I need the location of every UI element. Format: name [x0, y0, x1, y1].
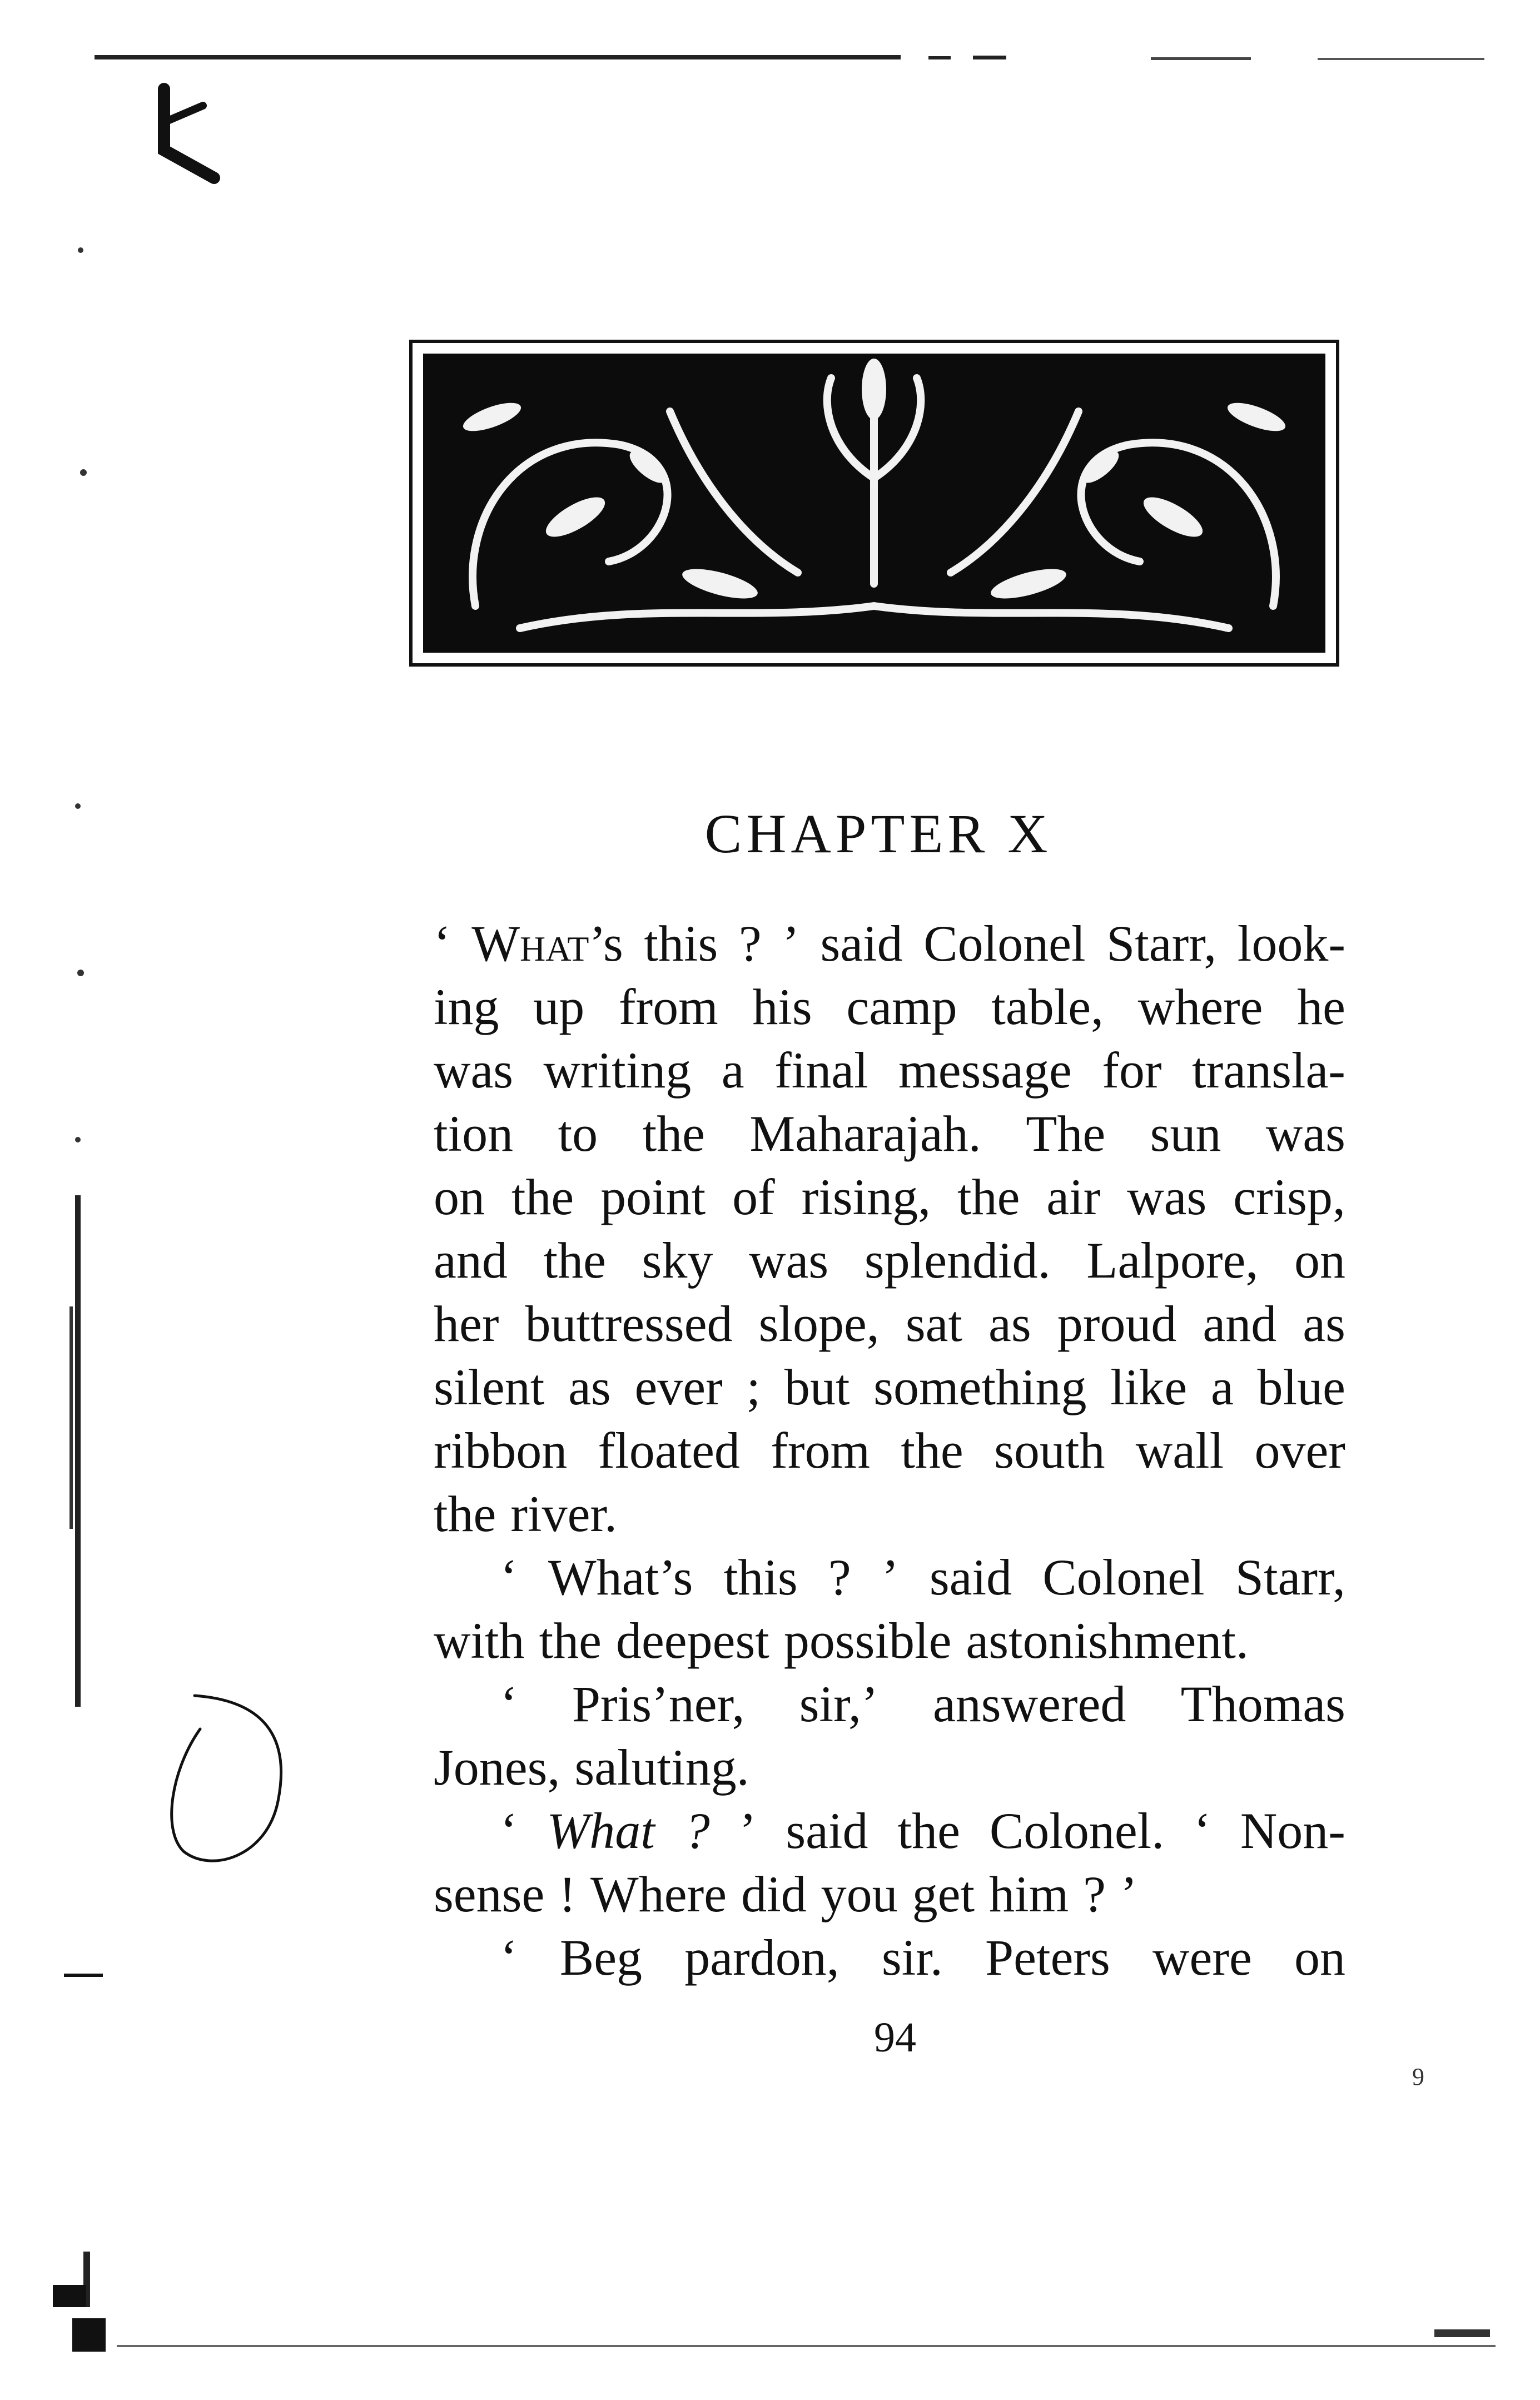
word: as	[568, 1359, 611, 1415]
word: ing	[434, 978, 499, 1035]
scan-edge-bottom	[72, 2296, 1518, 2357]
word: buttressed	[525, 1295, 733, 1352]
text-line	[434, 975, 1345, 1038]
word: ?	[738, 915, 762, 972]
word: What	[547, 1802, 655, 1859]
word: but	[784, 1359, 850, 1415]
word: splendid.	[864, 1232, 1051, 1289]
text-line	[434, 1736, 1345, 1799]
word: her	[434, 1295, 499, 1352]
word: ?	[828, 1549, 851, 1606]
word: were	[1152, 1929, 1252, 1986]
word: Colonel	[923, 915, 1086, 972]
word: ’	[1120, 1866, 1137, 1922]
text-line	[434, 1229, 1345, 1292]
scan-edge-top	[95, 53, 1496, 64]
word: Pris’ner,	[572, 1676, 745, 1732]
word: Peters	[985, 1929, 1110, 1986]
word: the	[897, 1802, 960, 1859]
word: something	[873, 1359, 1087, 1415]
word: crisp,	[1233, 1169, 1345, 1225]
word: silent	[434, 1359, 545, 1415]
word: and	[1203, 1295, 1277, 1352]
word: from	[771, 1422, 871, 1479]
word: where	[1137, 978, 1263, 1035]
word: message	[898, 1042, 1072, 1099]
word: sat	[905, 1295, 963, 1352]
word: astonishment.	[966, 1612, 1249, 1669]
chapter-title: CHAPTER X	[704, 803, 1052, 864]
word: as	[1303, 1295, 1345, 1352]
word: deepest	[615, 1612, 769, 1669]
margin-mark-right: 9	[1412, 2063, 1424, 2090]
word: ‘	[500, 1929, 518, 1986]
word: sir,’	[799, 1676, 878, 1732]
word: Jones,	[434, 1739, 560, 1796]
word: to	[558, 1105, 598, 1162]
word: ‘	[500, 1802, 518, 1859]
word: proud	[1057, 1295, 1177, 1352]
text-line	[434, 1102, 1345, 1165]
word: sky	[642, 1232, 713, 1289]
word: Thomas	[1180, 1676, 1345, 1732]
word: pardon,	[684, 1929, 839, 1986]
word: air	[1046, 1169, 1101, 1225]
word: ‘	[500, 1676, 518, 1732]
word: ’	[782, 915, 799, 972]
word: ‘	[434, 915, 451, 972]
word: What’s	[471, 915, 623, 972]
word: the	[511, 1169, 574, 1225]
word: Non-	[1240, 1802, 1345, 1859]
corner-pencil-mark	[142, 72, 253, 195]
word: ?	[684, 1802, 710, 1859]
word: wall	[1135, 1422, 1224, 1479]
word: you	[821, 1866, 898, 1922]
text-line	[434, 1419, 1345, 1482]
body-text	[434, 912, 1345, 1989]
word: the	[543, 1232, 606, 1289]
word: Colonel	[1042, 1549, 1205, 1606]
page-number: 94	[874, 2014, 916, 2061]
word: was	[1127, 1169, 1207, 1225]
text-line	[434, 1355, 1345, 1419]
word: table,	[991, 978, 1104, 1035]
word: blue	[1257, 1359, 1345, 1415]
word: was	[1265, 1105, 1345, 1162]
text-line	[434, 1165, 1345, 1229]
word: floated	[598, 1422, 740, 1479]
word: the	[642, 1105, 705, 1162]
word: said	[820, 915, 903, 972]
word: this	[644, 915, 718, 972]
word: ?	[1083, 1866, 1106, 1922]
word: the	[957, 1169, 1020, 1225]
word: his	[752, 978, 812, 1035]
word: from	[618, 978, 718, 1035]
text-line	[434, 1546, 1345, 1609]
word: final	[774, 1042, 868, 1099]
word: and	[434, 1232, 508, 1289]
word: ’	[881, 1549, 899, 1606]
word: Starr,	[1106, 915, 1217, 972]
word: get	[912, 1866, 975, 1922]
word: as	[988, 1295, 1031, 1352]
word: the	[539, 1612, 602, 1669]
text-line	[434, 1482, 1345, 1546]
text-line	[434, 1799, 1345, 1862]
word: answered	[932, 1676, 1126, 1732]
word: on	[434, 1169, 485, 1225]
word: on	[1294, 1232, 1345, 1289]
word: transla-	[1192, 1042, 1345, 1099]
word: south	[994, 1422, 1105, 1479]
word: said	[929, 1549, 1012, 1606]
word: writing	[543, 1042, 692, 1099]
word: The	[1026, 1105, 1106, 1162]
word: river.	[510, 1485, 617, 1542]
word: look-	[1237, 915, 1345, 972]
text-line	[434, 912, 1345, 975]
word: What’s	[548, 1549, 693, 1606]
word: Starr,	[1235, 1549, 1345, 1606]
word: Where	[590, 1866, 727, 1922]
word: a	[1210, 1359, 1234, 1415]
word: Lalpore,	[1086, 1232, 1259, 1289]
word: Colonel.	[989, 1802, 1165, 1859]
word: he	[1297, 978, 1345, 1035]
word: sense	[434, 1866, 545, 1922]
word: up	[533, 978, 585, 1035]
word: ’	[739, 1802, 757, 1859]
word: Maharajah.	[749, 1105, 981, 1162]
word: slope,	[758, 1295, 880, 1352]
word: sun	[1150, 1105, 1221, 1162]
word: tion	[434, 1105, 514, 1162]
word: like	[1110, 1359, 1188, 1415]
word: said	[786, 1802, 868, 1859]
word: over	[1254, 1422, 1345, 1479]
word: the	[434, 1485, 496, 1542]
word: saluting.	[574, 1739, 749, 1796]
scan-edge-left	[53, 83, 103, 2363]
word: ever	[634, 1359, 723, 1415]
word: of	[732, 1169, 775, 1225]
word: ribbon	[434, 1422, 568, 1479]
word: the	[901, 1422, 963, 1479]
chapter-ornament	[409, 339, 1340, 667]
word: ;	[746, 1359, 761, 1415]
word: this	[723, 1549, 798, 1606]
word: Beg	[559, 1929, 643, 1986]
text-line	[434, 1292, 1345, 1355]
word: sir.	[881, 1929, 943, 1986]
word: ‘	[1194, 1802, 1211, 1859]
pencil-circle-mark	[161, 1679, 300, 1879]
word: ‘	[500, 1549, 518, 1606]
word: was	[749, 1232, 829, 1289]
word: a	[721, 1042, 744, 1099]
text-line	[434, 1926, 1345, 1989]
text-line	[434, 1038, 1345, 1102]
word: on	[1294, 1929, 1345, 1986]
word: rising,	[801, 1169, 931, 1225]
word: did	[741, 1866, 807, 1922]
text-line	[434, 1609, 1345, 1672]
text-line	[434, 1672, 1345, 1736]
word: !	[559, 1866, 576, 1922]
word: camp	[846, 978, 957, 1035]
text-line	[434, 1862, 1345, 1926]
word: point	[600, 1169, 706, 1225]
word: possible	[783, 1612, 952, 1669]
word: with	[434, 1612, 525, 1669]
word: for	[1102, 1042, 1162, 1099]
word: him	[989, 1866, 1069, 1922]
word: was	[434, 1042, 514, 1099]
